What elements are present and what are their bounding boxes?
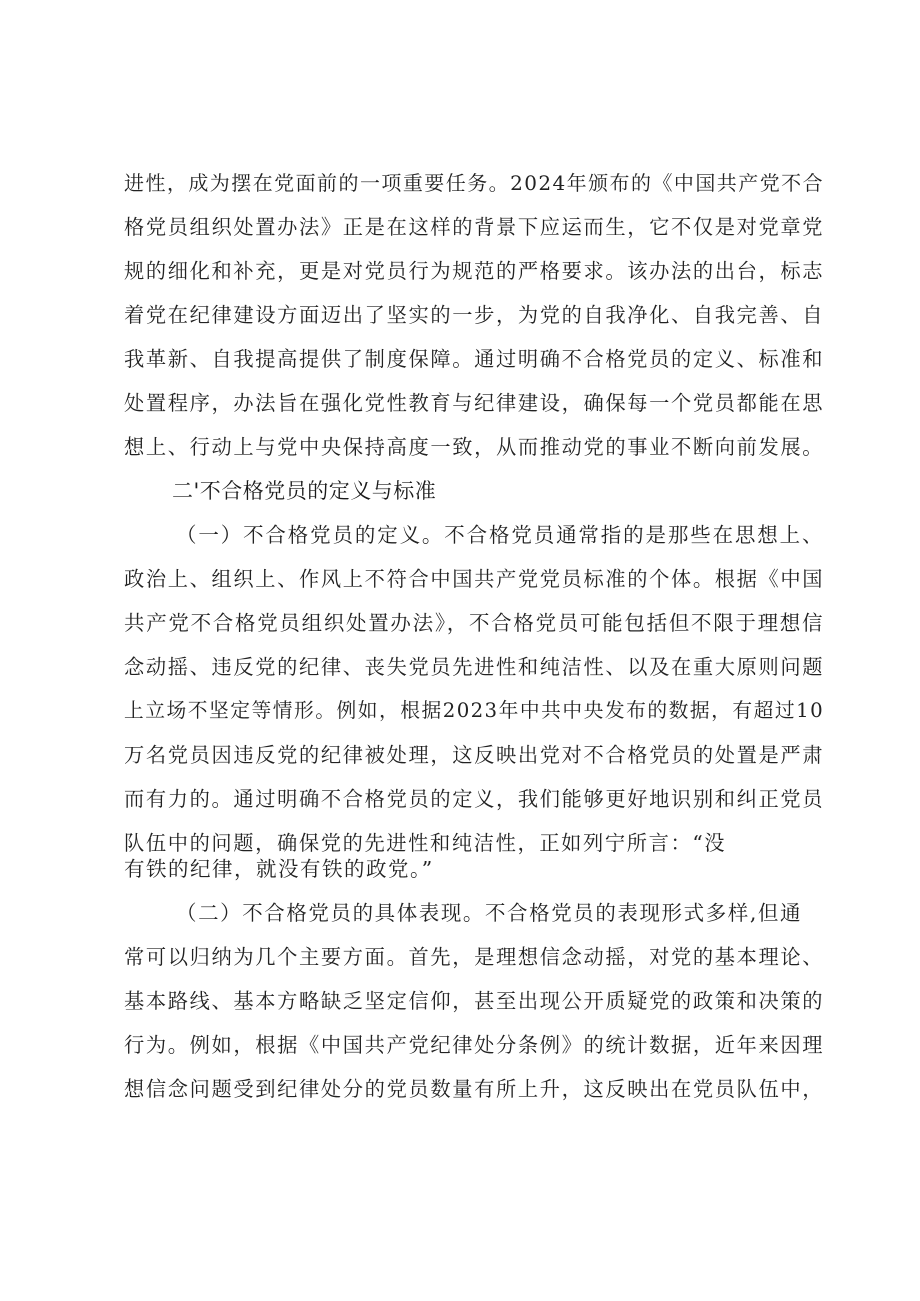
- paragraph-3-line-2: 常可以归纳为几个主要方面。首先，是理想信念动摇，对党的基本理论、: [124, 945, 824, 969]
- paragraph-2-line-5: 上立场不坚定等情形。例如，根据2023年中共中央发布的数据，有超过10: [124, 699, 824, 722]
- paragraph-2-line-6: 万名党员因违反党的纪律被处理，这反映出党对不合格党员的处置是严肃: [124, 743, 824, 767]
- paragraph-1-line-5: 我革新、自我提高提供了制度保障。通过明确不合格党员的定义、标准和: [124, 347, 824, 371]
- paragraph-1-line-6: 处置程序，办法旨在强化党性教育与纪律建设，确保每一个党员都能在思: [124, 391, 824, 415]
- section-heading: 二'不合格党员的定义与标准: [172, 479, 437, 503]
- paragraph-1-line-2: 格党员组织处置办法》正是在这样的背景下应运而生，它不仅是对党章党: [124, 215, 824, 239]
- paragraph-3-line-1: （二）不合格党员的具体表现。不合格党员的表现形式多样,但通: [176, 901, 802, 925]
- paragraph-1-line-1: 进性，成为摆在党面前的一项重要任务。2024年颁布的《中国共产党不合: [124, 171, 824, 195]
- paragraph-2-line-3: 共产党不合格党员组织处置办法》，不合格党员可能包括但不限于理想信: [124, 611, 824, 635]
- paragraph-2-line-8: 队伍中的问题，确保党的先进性和纯洁性，正如列宁所言：“没: [124, 831, 726, 855]
- paragraph-1-line-3: 规的细化和补充，更是对党员行为规范的严格要求。该办法的出台，标志: [124, 259, 824, 283]
- paragraph-3-line-5: 想信念问题受到纪律处分的党员数量有所上升，这反映出在党员队伍中，: [124, 1077, 824, 1101]
- paragraph-2-line-2: 政治上、组织上、作风上不符合中国共产党党员标准的个体。根据《中国: [124, 567, 824, 591]
- paragraph-1-line-7: 想上、行动上与党中央保持高度一致，从而推动党的事业不断向前发展。: [124, 435, 824, 459]
- paragraph-2-line-1: （一）不合格党员的定义。不合格党员通常指的是那些在思想上、: [176, 523, 824, 547]
- paragraph-2-line-9: 有铁的纪律，就没有铁的政党。”: [124, 857, 434, 881]
- paragraph-1-line-4: 着党在纪律建设方面迈出了坚实的一步，为党的自我净化、自我完善、自: [124, 303, 824, 327]
- paragraph-3-line-3: 基本路线、基本方略缺乏坚定信仰，甚至出现公开质疑党的政策和决策的: [124, 989, 824, 1013]
- paragraph-2-line-4: 念动摇、违反党的纪律、丧失党员先进性和纯洁性、以及在重大原则问题: [124, 655, 824, 679]
- paragraph-3-line-4: 行为。例如，根据《中国共产党纪律处分条例》的统计数据，近年来因理: [124, 1033, 824, 1057]
- paragraph-2-line-7: 而有力的。通过明确不合格党员的定义，我们能够更好地识别和纠正党员: [124, 787, 824, 811]
